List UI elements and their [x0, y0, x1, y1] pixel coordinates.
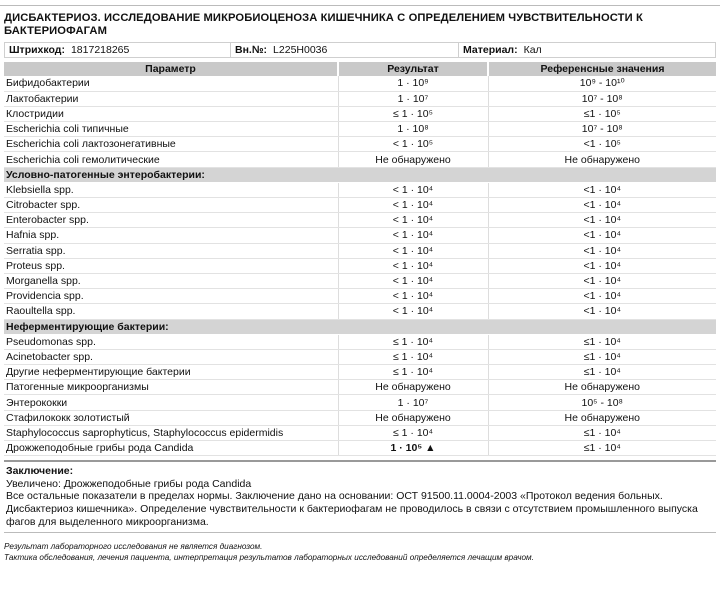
material-cell — [459, 43, 715, 57]
parameter-name: Escherichia coli типичные — [4, 122, 338, 137]
result-value: ≤ 1 · 10⁴ — [338, 365, 488, 380]
parameter-name: Pseudomonas spp. — [4, 334, 338, 349]
table-row — [4, 243, 716, 258]
result-value: Не обнаружено — [338, 410, 488, 425]
conclusion-block — [4, 460, 716, 533]
conclusion-line-summary: Все остальные показатели в пределах нормы. Заключение дано на основании: ОСТ 91500.11.0004-2003 «Протокол ведения больных. Дисбактериоз кишечника». Определение чувствительности к бактериофагам не проводилось в связи с отсутствием промышленного выпуска фагов для выделенного микроорганизма. — [6, 490, 698, 528]
header-reference: Референсные значения — [488, 62, 716, 76]
barcode-cell — [5, 43, 231, 57]
footer-line-1: Результат лабораторного исследования не является диагнозом. — [4, 542, 263, 552]
result-value: ≤ 1 · 10⁴ — [338, 334, 488, 349]
table-row — [4, 441, 716, 456]
internal-number-cell — [231, 43, 459, 57]
section-header-row — [4, 319, 716, 334]
table-row — [4, 91, 716, 106]
conclusion-line-increased: Увеличено: Дрожжеподобные грибы рода Candida — [6, 477, 252, 490]
table-row — [4, 213, 716, 228]
section-header-row — [4, 167, 716, 182]
table-row — [4, 380, 716, 395]
reference-value: ≤1 · 10⁴ — [488, 425, 716, 440]
results-table — [4, 62, 716, 456]
reference-value: <1 · 10⁴ — [488, 182, 716, 197]
table-row — [4, 425, 716, 440]
parameter-name: Enterobacter spp. — [4, 213, 338, 228]
result-value: < 1 · 10⁴ — [338, 289, 488, 304]
table-row — [4, 365, 716, 380]
result-value: < 1 · 10⁴ — [338, 258, 488, 273]
internal-number-label: Вн.№: — [235, 44, 268, 56]
table-row — [4, 122, 716, 137]
parameter-name: Escherichia coli гемолитические — [4, 152, 338, 167]
parameter-name: Патогенные микроорганизмы — [4, 380, 338, 395]
page-title: ДИСБАКТЕРИОЗ. ИССЛЕДОВАНИЕ МИКРОБИОЦЕНОЗА КИШЕЧНИКА С ОПРЕДЕЛЕНИЕМ ЧУВСТВИТЕЛЬНОСТИ К БАКТЕРИОФАГАМ — [4, 12, 643, 37]
header-parameter: Параметр — [4, 62, 338, 76]
conclusion-heading: Заключение: — [6, 465, 74, 478]
parameter-name: Raoultella spp. — [4, 304, 338, 319]
reference-value: ≤1 · 10⁵ — [488, 106, 716, 121]
result-value: < 1 · 10⁴ — [338, 243, 488, 258]
reference-value: Не обнаружено — [488, 380, 716, 395]
parameter-name: Стафилококк золотистый — [4, 410, 338, 425]
parameter-name: Лактобактерии — [4, 91, 338, 106]
footer-disclaimer — [4, 541, 716, 563]
parameter-name: Providencia spp. — [4, 289, 338, 304]
result-value: < 1 · 10⁴ — [338, 273, 488, 288]
result-value: 1 · 10⁹ — [338, 76, 488, 91]
result-value: 1 · 10⁸ — [338, 122, 488, 137]
table-row — [4, 410, 716, 425]
result-value: 1 · 10⁵ ▲ — [338, 441, 488, 456]
result-value: 1 · 10⁷ — [338, 395, 488, 410]
parameter-name: Klebsiella spp. — [4, 182, 338, 197]
parameter-name: Другие неферментирующие бактерии — [4, 365, 338, 380]
reference-value: <1 · 10⁴ — [488, 198, 716, 213]
reference-value: <1 · 10⁴ — [488, 213, 716, 228]
reference-value: Не обнаружено — [488, 152, 716, 167]
barcode-value: 1817218265 — [70, 44, 130, 56]
table-header-row — [4, 62, 716, 76]
parameter-name: Citrobacter spp. — [4, 198, 338, 213]
table-row — [4, 334, 716, 349]
table-row — [4, 198, 716, 213]
header-result: Результат — [338, 62, 488, 76]
result-value: ≤ 1 · 10⁴ — [338, 349, 488, 364]
result-value: Не обнаружено — [338, 380, 488, 395]
reference-value: Не обнаружено — [488, 410, 716, 425]
table-row — [4, 228, 716, 243]
reference-value: 10⁷ - 10⁸ — [488, 91, 716, 106]
reference-value: ≤1 · 10⁴ — [488, 365, 716, 380]
reference-value: <1 · 10⁴ — [488, 289, 716, 304]
result-value: Не обнаружено — [338, 152, 488, 167]
table-row — [4, 304, 716, 319]
result-value: ≤ 1 · 10⁴ — [338, 425, 488, 440]
table-row — [4, 182, 716, 197]
table-row — [4, 258, 716, 273]
reference-value: ≤1 · 10⁴ — [488, 441, 716, 456]
section-title: Условно-патогенные энтеробактерии: — [4, 167, 716, 182]
material-value: Кал — [523, 44, 542, 56]
result-value: 1 · 10⁷ — [338, 91, 488, 106]
table-row — [4, 289, 716, 304]
reference-value: 10⁹ - 10¹⁰ — [488, 76, 716, 91]
result-value: < 1 · 10⁴ — [338, 213, 488, 228]
table-row — [4, 106, 716, 121]
result-value: < 1 · 10⁵ — [338, 137, 488, 152]
result-value: < 1 · 10⁴ — [338, 228, 488, 243]
table-row — [4, 273, 716, 288]
parameter-name: Дрожжеподобные грибы рода Candida — [4, 441, 338, 456]
parameter-name: Бифидобактерии — [4, 76, 338, 91]
reference-value: <1 · 10⁴ — [488, 243, 716, 258]
reference-value: 10⁵ - 10⁸ — [488, 395, 716, 410]
reference-value: <1 · 10⁴ — [488, 258, 716, 273]
table-row — [4, 152, 716, 167]
parameter-name: Энтерококки — [4, 395, 338, 410]
result-value: < 1 · 10⁴ — [338, 182, 488, 197]
specimen-info-row — [4, 42, 716, 58]
barcode-label: Штрихкод: — [9, 44, 65, 56]
parameter-name: Serratia spp. — [4, 243, 338, 258]
result-value: ≤ 1 · 10⁵ — [338, 106, 488, 121]
parameter-name: Hafnia spp. — [4, 228, 338, 243]
parameter-name: Proteus spp. — [4, 258, 338, 273]
reference-value: ≤1 · 10⁴ — [488, 349, 716, 364]
reference-value: <1 · 10⁵ — [488, 137, 716, 152]
table-row — [4, 76, 716, 91]
internal-number-value: L225H0036 — [273, 44, 328, 56]
reference-value: ≤1 · 10⁴ — [488, 334, 716, 349]
parameter-name: Escherichia coli лактозонегативные — [4, 137, 338, 152]
result-value: < 1 · 10⁴ — [338, 304, 488, 319]
parameter-name: Клостридии — [4, 106, 338, 121]
table-row — [4, 137, 716, 152]
parameter-name: Staphylococcus saprophyticus, Staphylococcus epidermidis — [4, 425, 338, 440]
reference-value: 10⁷ - 10⁸ — [488, 122, 716, 137]
table-row — [4, 395, 716, 410]
table-row — [4, 349, 716, 364]
footer-line-2: Тактика обследования, лечения пациента, интерпретация результатов лабораторных исследований определяется лечащим врачом. — [4, 553, 534, 563]
parameter-name: Morganella spp. — [4, 273, 338, 288]
result-value: < 1 · 10⁴ — [338, 198, 488, 213]
reference-value: <1 · 10⁴ — [488, 273, 716, 288]
reference-value: <1 · 10⁴ — [488, 228, 716, 243]
section-title: Неферментирующие бактерии: — [4, 319, 716, 334]
parameter-name: Acinetobacter spp. — [4, 349, 338, 364]
material-label: Материал: — [463, 44, 518, 56]
reference-value: <1 · 10⁴ — [488, 304, 716, 319]
